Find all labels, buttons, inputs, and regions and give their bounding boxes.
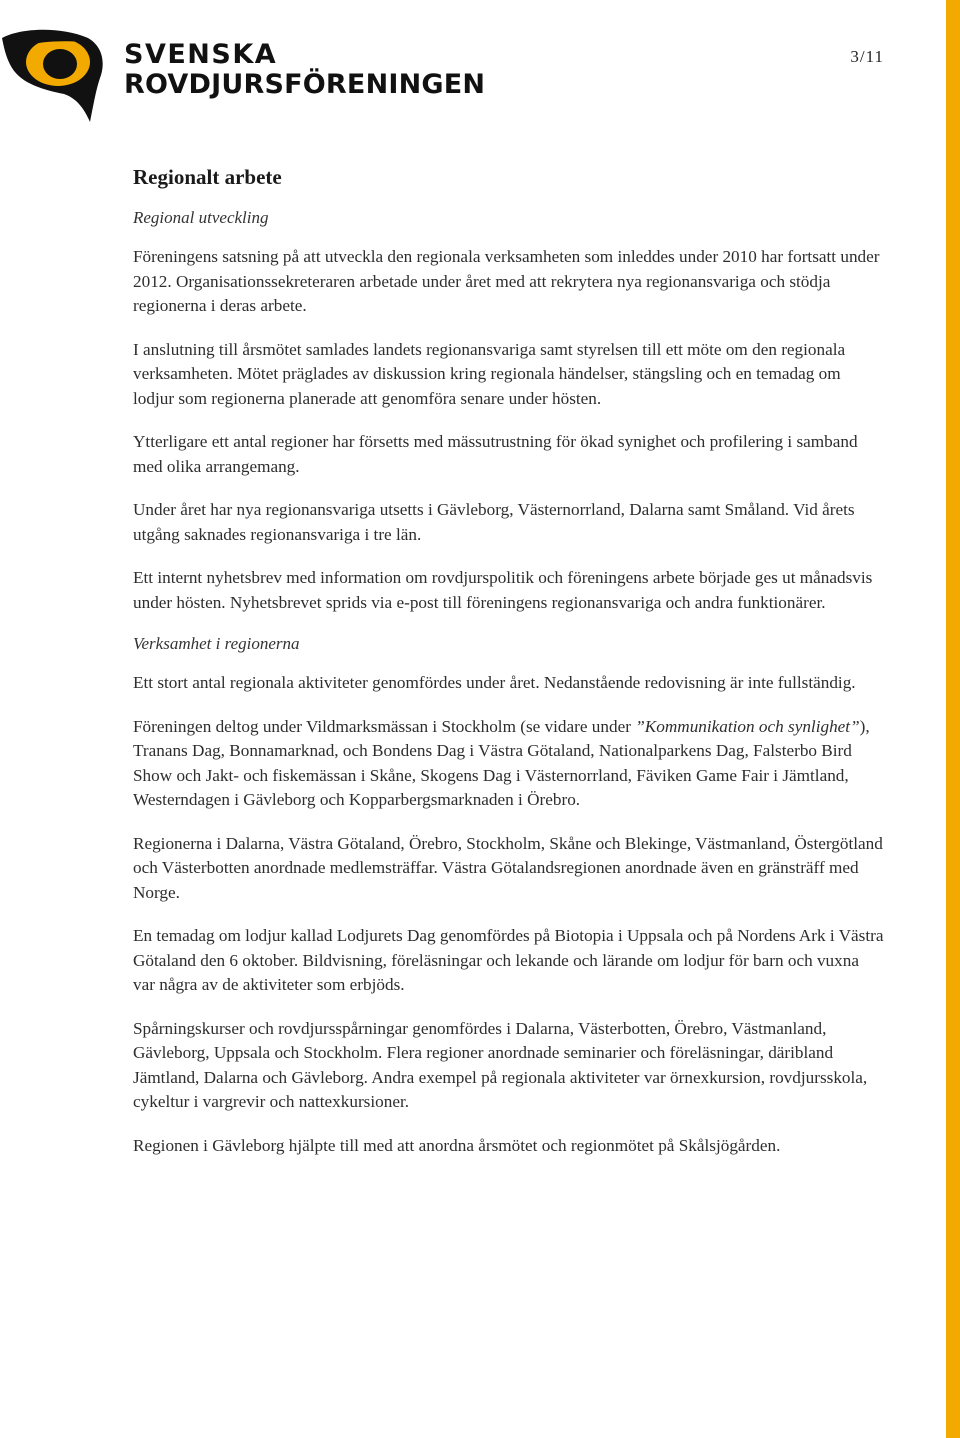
accent-side-bar xyxy=(946,0,960,1438)
paragraph-7 xyxy=(133,715,885,813)
paragraph-2: I anslutning till årsmötet samlades landets regionansvariga samt styrelsen till ett möte om den regionala verksamheten. Mötet präglades av diskussion kring regionala händelser, stängsling och en temadag om lodjur som regionerna planerade att genomföra senare under hösten. xyxy=(133,339,846,408)
paragraph-11: Regionen i Gävleborg hjälpte till med att anordna årsmötet och regionmötet på Skålsjögården. xyxy=(133,1135,781,1155)
page-number: 3/11 xyxy=(850,47,884,66)
logo-text-line1: SVENSKA xyxy=(124,39,278,70)
paragraph-6: Ett stort antal regionala aktiviteter genomfördes under året. Nedanstående redovisning är inte fullständig. xyxy=(133,673,856,692)
paragraph-7-part-b: ), Tranans Dag, Bonnamarknad, och Bondens Dag i Västra Götaland, Nationalparkens Dag, Falsterbo Bird Show och Jakt- och fiskemässan i Skåne, Skogens Dag i Västernorrland, Fäviken Game Fair i Jämtland, Westerndagen i Gävleborg och Kopparbergsmarknaden i Örebro. xyxy=(133,716,870,809)
paragraph-10: Spårningskurser och rovdjursspårningar genomfördes i Dalarna, Västerbotten, Örebro, Västmanland, Gävleborg, Uppsala och Stockholm. Flera regioner anordnade seminarier och föreläsningar, däribland Jämtland, Dalarna och Gävleborg. Andra exempel på regionala aktiviteter var örnexkursion, rovdjursskola, cykeltur i vargrevir och nattexkursioner. xyxy=(133,1018,868,1111)
page-title: Regionalt arbete xyxy=(133,165,282,189)
document-body xyxy=(133,165,885,1177)
paragraph-5: Ett internt nyhetsbrev med information om rovdjurspolitik och föreningens arbete började ges ut månadsvis under hösten. Nyhetsbrevet sprids via e-post till föreningens regionansvariga och andra funktionärer. xyxy=(133,568,873,612)
paragraph-9: En temadag om lodjur kallad Lodjurets Dag genomfördes på Biotopia i Uppsala och på Nordens Ark i Västra Götaland den 6 oktober. Bildvisning, föreläsningar och lekande och lärande om lodjur för barn och vuxna var några av de aktiviteter som erbjöds. xyxy=(133,926,884,994)
paragraph-1: Föreningens satsning på att utveckla den regionala verksamheten som inleddes under 2010 har fortsatt under 2012. Organisationssekreteraren arbetade under året med att rekrytera nya regionansvariga och stödja regionerna i deras arbete. xyxy=(133,247,880,315)
logo-text-line2: ROVDJURSFÖRENINGEN xyxy=(124,69,486,100)
paragraph-8: Regionerna i Dalarna, Västra Götaland, Örebro, Stockholm, Skåne och Blekinge, Västmanland, Östergötland och Västerbotten anordnade medlemsträffar. Västra Götalandsregionen anordnade även en gränsträff med Norge. xyxy=(133,833,883,902)
paragraph-7-part-a: Föreningen deltog under Vildmarksmässan i Stockholm (se vidare under xyxy=(133,716,636,736)
owl-eye-icon xyxy=(0,28,110,124)
section-heading-verksamhet-i-regionerna: Verksamhet i regionerna xyxy=(133,634,300,653)
paragraph-4: Under året har nya regionansvariga utsetts i Gävleborg, Västernorrland, Dalarna samt Småland. Vid årets utgång saknades regionansvariga i tre län. xyxy=(133,500,855,544)
section-heading-regional-utveckling: Regional utveckling xyxy=(133,208,269,227)
paragraph-7-italic-reference: ”Kommunikation och synlighet” xyxy=(635,716,860,736)
organization-logo xyxy=(0,28,486,128)
paragraph-3: Ytterligare ett antal regioner har försetts med mässutrustning för ökad synighet och profilering i samband med olika arrangemang. xyxy=(133,432,858,476)
